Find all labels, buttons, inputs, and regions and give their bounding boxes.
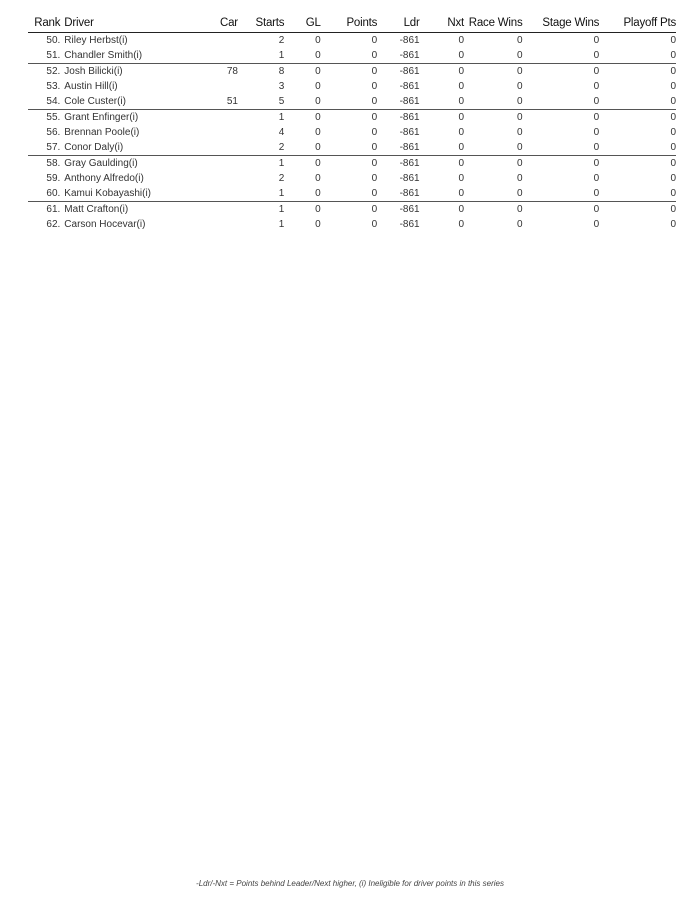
cell-rank: 60. <box>28 186 60 202</box>
cell-gl: 0 <box>315 66 321 77</box>
cell-starts: 1 <box>278 158 285 169</box>
cell-points: 0 <box>321 48 378 64</box>
cell-race-wins: 0 <box>464 94 523 110</box>
cell-points: 0 <box>321 186 378 202</box>
cell-gl: 0 <box>315 35 321 46</box>
cell-car <box>206 156 238 172</box>
cell-driver: Matt Crafton(i) <box>64 204 129 215</box>
cell-car <box>206 140 238 156</box>
table-row <box>28 79 676 94</box>
cell-ldr: -861 <box>377 186 419 202</box>
cell-race-wins: 0 <box>516 112 523 123</box>
cell-stage-wins: 0 <box>593 35 600 46</box>
cell-starts: 8 <box>278 66 285 77</box>
cell-points: 0 <box>321 94 378 110</box>
cell-playoff-pts: 0 <box>670 66 676 77</box>
cell-nxt: 0 <box>420 140 464 156</box>
header-gl: GL <box>284 15 320 33</box>
cell-stage-wins: 0 <box>593 158 600 169</box>
cell-starts: 1 <box>238 48 284 64</box>
cell-gl: 0 <box>315 112 321 123</box>
cell-ldr: -861 <box>377 140 419 156</box>
cell-ldr: -861 <box>399 81 420 92</box>
table-row <box>28 140 676 156</box>
cell-gl: 0 <box>315 204 321 215</box>
cell-starts: 1 <box>278 112 285 123</box>
cell-points: 0 <box>371 127 378 138</box>
cell-nxt: 0 <box>458 204 464 215</box>
cell-rank: 62. <box>46 219 61 230</box>
cell-gl: 0 <box>315 81 321 92</box>
header-playoff-pts: Playoff Pts <box>599 15 676 33</box>
cell-points: 0 <box>321 140 378 156</box>
cell-nxt: 0 <box>458 173 464 184</box>
cell-ldr: -861 <box>399 35 420 46</box>
cell-driver: Austin Hill(i) <box>64 81 118 92</box>
cell-nxt: 0 <box>458 35 464 46</box>
cell-gl: 0 <box>315 173 321 184</box>
cell-driver: Anthony Alfredo(i) <box>64 173 144 184</box>
cell-rank: 56. <box>46 127 61 138</box>
cell-gl: 0 <box>284 94 320 110</box>
cell-ldr: -861 <box>399 112 420 123</box>
cell-points: 0 <box>371 158 378 169</box>
cell-car: 78 <box>226 66 238 77</box>
cell-playoff-pts: 0 <box>599 140 676 156</box>
table-row <box>28 202 676 218</box>
cell-starts: 3 <box>278 81 285 92</box>
header-race-wins: Race Wins <box>464 15 523 33</box>
cell-car <box>206 33 238 49</box>
cell-nxt: 0 <box>458 158 464 169</box>
cell-ldr: -861 <box>399 173 420 184</box>
table-row <box>28 64 676 80</box>
cell-car <box>206 186 238 202</box>
cell-rank: 53. <box>46 81 61 92</box>
cell-stage-wins: 0 <box>593 112 600 123</box>
header-driver: Driver <box>60 15 205 33</box>
cell-car <box>206 110 238 126</box>
cell-car <box>206 79 238 94</box>
cell-starts: 5 <box>238 94 284 110</box>
cell-starts: 2 <box>278 35 285 46</box>
cell-starts: 2 <box>278 173 285 184</box>
cell-car <box>206 202 238 218</box>
cell-ldr: -861 <box>399 158 420 169</box>
header-row <box>28 15 676 33</box>
table-row <box>28 156 676 172</box>
table-row <box>28 94 676 110</box>
cell-stage-wins: 0 <box>593 219 600 230</box>
cell-rank: 50. <box>46 35 61 46</box>
header-ldr: Ldr <box>377 15 419 33</box>
cell-playoff-pts: 0 <box>670 127 676 138</box>
cell-car <box>206 217 238 232</box>
cell-rank: 55. <box>46 112 61 123</box>
cell-playoff-pts: 0 <box>670 158 676 169</box>
cell-gl: 0 <box>284 186 320 202</box>
cell-nxt: 0 <box>420 94 464 110</box>
cell-race-wins: 0 <box>516 35 523 46</box>
cell-playoff-pts: 0 <box>670 81 676 92</box>
table-row <box>28 171 676 186</box>
cell-starts: 1 <box>278 204 285 215</box>
cell-car: 51 <box>206 94 238 110</box>
table-row <box>28 217 676 232</box>
cell-nxt: 0 <box>458 219 464 230</box>
cell-rank: 54. <box>28 94 60 110</box>
cell-nxt: 0 <box>420 48 464 64</box>
cell-driver: Josh Bilicki(i) <box>64 66 123 77</box>
cell-ldr: -861 <box>399 219 420 230</box>
cell-starts: 1 <box>238 186 284 202</box>
cell-nxt: 0 <box>458 127 464 138</box>
cell-driver: Riley Herbst(i) <box>64 35 128 46</box>
cell-gl: 0 <box>315 158 321 169</box>
cell-ldr: -861 <box>399 66 420 77</box>
cell-driver: Kamui Kobayashi(i) <box>60 186 205 202</box>
cell-rank: 57. <box>28 140 60 156</box>
cell-playoff-pts: 0 <box>599 48 676 64</box>
cell-car <box>206 171 238 186</box>
cell-driver: Carson Hocevar(i) <box>64 219 146 230</box>
cell-gl: 0 <box>284 48 320 64</box>
cell-ldr: -861 <box>399 127 420 138</box>
cell-rank: 52. <box>46 66 61 77</box>
cell-driver: Gray Gaulding(i) <box>64 158 138 169</box>
cell-nxt: 0 <box>458 112 464 123</box>
cell-race-wins: 0 <box>464 48 523 64</box>
cell-points: 0 <box>371 35 378 46</box>
header-points: Points <box>321 15 378 33</box>
cell-rank: 61. <box>46 204 61 215</box>
cell-playoff-pts: 0 <box>670 35 676 46</box>
cell-race-wins: 0 <box>516 204 523 215</box>
table-row <box>28 33 676 49</box>
cell-stage-wins: 0 <box>523 140 600 156</box>
cell-stage-wins: 0 <box>593 81 600 92</box>
cell-car <box>206 125 238 140</box>
cell-starts: 1 <box>278 219 285 230</box>
cell-playoff-pts: 0 <box>670 173 676 184</box>
footnote: -Ldr/-Nxt = Points behind Leader/Next higher, (i) Ineligible for driver points in this series <box>196 879 504 888</box>
cell-rank: 51. <box>28 48 60 64</box>
header-rank: Rank <box>28 15 60 33</box>
cell-driver: Grant Enfinger(i) <box>64 112 139 123</box>
cell-nxt: 0 <box>420 186 464 202</box>
cell-race-wins: 0 <box>464 140 523 156</box>
cell-points: 0 <box>371 173 378 184</box>
cell-car <box>206 48 238 64</box>
standings-body <box>28 33 676 233</box>
cell-nxt: 0 <box>458 81 464 92</box>
header-nxt: Nxt <box>420 15 464 33</box>
cell-driver: Chandler Smith(i) <box>60 48 205 64</box>
cell-playoff-pts: 0 <box>670 204 676 215</box>
table-row <box>28 125 676 140</box>
table-row <box>28 110 676 126</box>
cell-race-wins: 0 <box>516 173 523 184</box>
cell-playoff-pts: 0 <box>599 186 676 202</box>
cell-points: 0 <box>371 219 378 230</box>
cell-rank: 58. <box>46 158 61 169</box>
cell-playoff-pts: 0 <box>599 94 676 110</box>
cell-race-wins: 0 <box>516 81 523 92</box>
cell-starts: 4 <box>278 127 285 138</box>
table-row <box>28 48 676 64</box>
cell-playoff-pts: 0 <box>670 219 676 230</box>
cell-driver: Brennan Poole(i) <box>64 127 140 138</box>
cell-stage-wins: 0 <box>523 48 600 64</box>
cell-stage-wins: 0 <box>593 127 600 138</box>
table-row <box>28 186 676 202</box>
cell-playoff-pts: 0 <box>670 112 676 123</box>
cell-nxt: 0 <box>458 66 464 77</box>
header-car: Car <box>206 15 238 33</box>
cell-stage-wins: 0 <box>523 94 600 110</box>
cell-driver: Cole Custer(i) <box>60 94 205 110</box>
cell-gl: 0 <box>315 219 321 230</box>
cell-points: 0 <box>371 204 378 215</box>
header-starts: Starts <box>238 15 284 33</box>
cell-race-wins: 0 <box>516 219 523 230</box>
cell-stage-wins: 0 <box>593 173 600 184</box>
cell-race-wins: 0 <box>516 127 523 138</box>
cell-stage-wins: 0 <box>593 204 600 215</box>
cell-stage-wins: 0 <box>593 66 600 77</box>
cell-gl: 0 <box>315 127 321 138</box>
cell-race-wins: 0 <box>516 66 523 77</box>
cell-ldr: -861 <box>399 204 420 215</box>
cell-driver: Conor Daly(i) <box>60 140 205 156</box>
cell-race-wins: 0 <box>464 186 523 202</box>
cell-starts: 2 <box>238 140 284 156</box>
cell-rank: 59. <box>46 173 61 184</box>
cell-ldr: -861 <box>377 94 419 110</box>
cell-points: 0 <box>371 112 378 123</box>
cell-points: 0 <box>371 81 378 92</box>
cell-ldr: -861 <box>377 48 419 64</box>
cell-stage-wins: 0 <box>523 186 600 202</box>
header-stage-wins: Stage Wins <box>523 15 600 33</box>
cell-race-wins: 0 <box>516 158 523 169</box>
cell-points: 0 <box>371 66 378 77</box>
cell-gl: 0 <box>284 140 320 156</box>
standings-table <box>28 15 676 232</box>
